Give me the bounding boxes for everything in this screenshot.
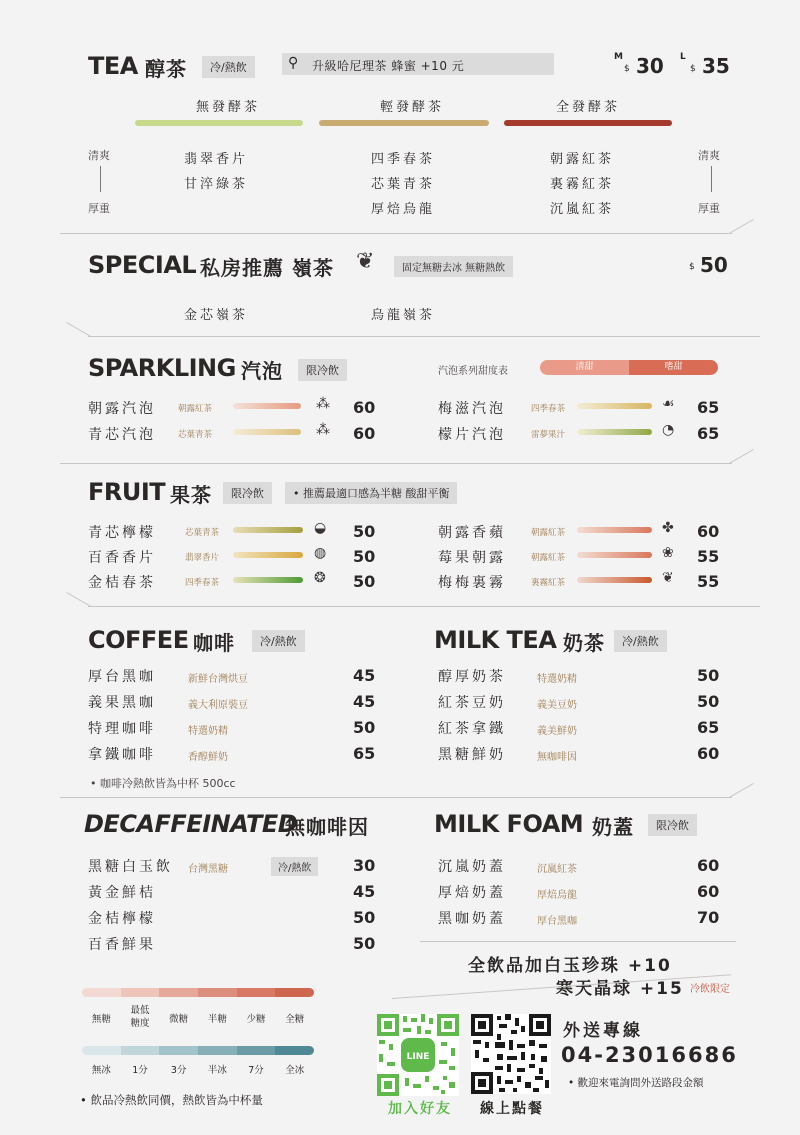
scale-line-left	[100, 166, 101, 192]
milktea-tag: 冷/熱飲	[614, 630, 667, 652]
delivery-note: • 歡迎來電詢問外送路段金額	[568, 1077, 704, 1089]
upgrade-text: 升級哈尼理茶 蜂蜜 +10 元	[312, 59, 465, 73]
menu-item-base: 翡翠香片	[185, 553, 220, 563]
sweetness-bar	[577, 527, 652, 533]
tea-item: 厚焙烏龍	[371, 202, 436, 217]
menu-item-price: 60	[697, 856, 720, 875]
menu-item-name: 青芯檸檬	[88, 525, 156, 541]
menu-item-base: 台灣黑糖	[188, 864, 228, 875]
divider	[60, 797, 732, 798]
coffee-title-zh: 咖啡	[193, 631, 235, 655]
menu-item-base: 義美鮮奶	[537, 726, 577, 737]
special-title-zh: 私房推薦 嶺茶	[200, 256, 334, 280]
heavy-label-right: 厚重	[698, 202, 720, 215]
menu-item-price: 65	[697, 424, 720, 443]
menu-item-name: 拿鐵咖啡	[88, 747, 156, 763]
menu-item-price: 65	[697, 398, 720, 417]
menu-item-price: 70	[697, 908, 720, 927]
ice-segment	[275, 1046, 314, 1055]
menu-item-base: 裏霧紅茶	[531, 578, 566, 588]
delivery-title: 外送專線	[563, 1021, 643, 1041]
menu-item-name: 金桔檸檬	[88, 911, 156, 927]
ice-level-label: 半冰	[207, 1065, 227, 1076]
tea-item: 芯葉青茶	[371, 177, 436, 192]
coffee-note: • 咖啡冷熱飲皆為中杯 500cc	[90, 777, 236, 790]
addon-divider	[420, 941, 736, 942]
sweetness-bar	[577, 403, 652, 409]
menu-item-base: 特選奶精	[537, 674, 577, 685]
tea-title-zh: 醇茶	[145, 57, 187, 81]
menu-item-base: 義大利原裝豆	[188, 700, 248, 711]
menu-item-price: 50	[353, 522, 376, 541]
scale-line-right	[711, 166, 712, 192]
sugar-level-label: 少糖	[246, 1014, 266, 1025]
tea-item: 沉嵐紅茶	[550, 202, 615, 217]
foam-tag: 限冷飲	[648, 814, 697, 836]
menu-item-name: 黑糖白玉飲	[88, 859, 173, 875]
sugar-segment	[121, 988, 160, 997]
sugar-segment	[237, 988, 276, 997]
menu-item-name: 紅茶豆奶	[438, 695, 506, 711]
tea-item: 甘淬綠茶	[184, 177, 249, 192]
sparkling-title-zh: 汽泡	[241, 359, 283, 383]
menu-item-name: 百香鮮果	[88, 937, 156, 953]
menu-item-name: 黃金鮮桔	[88, 885, 156, 901]
decaf-item-tag: 冷/熱飲	[271, 857, 318, 876]
special-item: 烏龍嶺茶	[371, 308, 436, 323]
size-m-label: M	[614, 52, 623, 62]
leaf-icon: ❦	[356, 249, 375, 274]
category-full-fermented: 全發酵茶	[555, 100, 620, 115]
menu-item-name: 厚台黑咖	[88, 669, 156, 685]
sugar-level-label: 最低 糖度	[130, 1005, 150, 1029]
sweetness-bar	[577, 577, 652, 583]
price-m: 30	[636, 54, 664, 78]
ice-segment	[159, 1046, 198, 1055]
ice-segment	[237, 1046, 276, 1055]
bubbles-icon: ⁂	[316, 396, 330, 412]
special-currency: $	[689, 262, 695, 272]
menu-item-base: 朝露紅茶	[531, 528, 566, 538]
menu-item-price: 45	[353, 692, 376, 711]
milktea-title-zh: 奶茶	[563, 631, 605, 655]
menu-item-name: 特理咖啡	[88, 721, 156, 737]
menu-item-price: 55	[697, 547, 720, 566]
ice-level-label: 7分	[248, 1065, 264, 1076]
ice-level-labels	[82, 1062, 314, 1076]
menu-item-base: 芯葉青茶	[178, 430, 213, 440]
category-bar-green	[135, 120, 303, 126]
menu-item-name: 朝露香蘋	[438, 525, 506, 541]
sparkling-tag: 限冷飲	[298, 359, 347, 381]
special-price: 50	[700, 253, 728, 277]
fruit-title-en: FRUIT	[88, 478, 166, 506]
sweetness-low: 清甜	[540, 360, 629, 375]
sweetness-bar	[233, 429, 301, 435]
price-m-currency: $	[624, 64, 630, 74]
milktea-title-en: MILK TEA	[434, 626, 557, 654]
divider	[88, 336, 760, 337]
menu-item-name: 金桔春茶	[88, 575, 156, 591]
price-l: 35	[702, 54, 730, 78]
lemon-icon: ◒	[314, 520, 327, 536]
sugar-level-labels	[82, 1004, 314, 1030]
menu-item-name: 紅茶拿鐵	[438, 721, 506, 737]
menu-item-name: 厚焙奶蓋	[438, 885, 506, 901]
menu-item-name: 莓果朝露	[438, 550, 506, 566]
menu-item-name: 沉嵐奶蓋	[438, 859, 506, 875]
menu-item-name: 醇厚奶茶	[438, 669, 506, 685]
ice-level-label: 1分	[132, 1065, 148, 1076]
ice-level-label: 無冰	[91, 1065, 111, 1076]
menu-item-price: 60	[353, 398, 376, 417]
menu-item-base: 厚焙烏龍	[537, 890, 577, 901]
sugar-segment	[159, 988, 198, 997]
berries-icon: ❀	[662, 545, 674, 561]
menu-item-price: 30	[353, 856, 376, 875]
menu-item-price: 50	[353, 908, 376, 927]
menu-item-base: 朝露紅茶	[531, 553, 566, 563]
addon-jelly: 寒天晶球 +15	[556, 979, 684, 999]
addon-pearls: 全飲品加白玉珍珠 +10	[468, 956, 672, 976]
plum-icon: ❦	[662, 570, 674, 586]
menu-item-name: 黑咖奶蓋	[438, 911, 506, 927]
menu-item-name: 檬片汽泡	[438, 427, 506, 443]
passionfruit-icon: ◍	[314, 545, 327, 561]
menu-item-price: 45	[353, 882, 376, 901]
menu-item-price: 60	[697, 882, 720, 901]
sweetness-scale-bar	[540, 360, 718, 375]
sweetness-bar	[233, 577, 303, 583]
divider	[60, 463, 732, 464]
tea-title-en: TEA	[88, 52, 138, 80]
menu-item-base: 朝露紅茶	[178, 404, 213, 414]
special-tag: 固定無糖去冰 無糖熱飲	[394, 256, 513, 277]
sweetness-bar	[233, 403, 301, 409]
addon-cold-only: 冷飲限定	[690, 984, 730, 995]
ice-segment	[198, 1046, 237, 1055]
category-bar-red	[504, 120, 672, 126]
line-qr-code[interactable]	[377, 1014, 459, 1096]
menu-item-price: 50	[353, 572, 376, 591]
sweetness-bar	[233, 552, 303, 558]
menu-item-base: 芯葉青茶	[185, 528, 220, 538]
menu-item-base: 無咖啡因	[537, 752, 577, 763]
special-title-en: SPECIAL	[88, 251, 197, 279]
tea-item: 朝露紅茶	[550, 152, 615, 167]
order-qr-code[interactable]	[471, 1014, 551, 1094]
menu-item-base: 雷夢果汁	[531, 430, 566, 440]
menu-item-base: 沉嵐紅茶	[537, 864, 577, 875]
ice-segment	[82, 1046, 121, 1055]
menu-item-name: 黑糖鮮奶	[438, 747, 506, 763]
menu-item-base: 新鮮台灣烘豆	[188, 674, 248, 685]
menu-item-price: 45	[353, 666, 376, 685]
sugar-segment	[275, 988, 314, 997]
ice-level-label: 全冰	[285, 1065, 305, 1076]
sugar-segment	[82, 988, 121, 997]
plum-icon: ☙	[662, 396, 675, 412]
price-l-currency: $	[690, 64, 696, 74]
lemon-slice-icon: ◔	[662, 422, 675, 438]
sugar-level-label: 全糖	[285, 1014, 305, 1025]
special-item: 金芯嶺茶	[184, 308, 249, 323]
divider	[88, 606, 760, 607]
sugar-level-bar	[82, 988, 314, 997]
heavy-label-left: 厚重	[88, 202, 110, 215]
ice-segment	[121, 1046, 160, 1055]
add-friend-label: 加入好友	[388, 1101, 452, 1117]
sugar-level-label: 微糖	[169, 1014, 189, 1025]
apple-icon: ✤	[662, 520, 674, 536]
menu-item-price: 55	[697, 572, 720, 591]
menu-item-price: 50	[353, 718, 376, 737]
fruit-title-zh: 果茶	[170, 483, 212, 507]
menu-item-base: 四季春茶	[531, 404, 566, 414]
line-logo-text: LINE	[406, 1052, 430, 1062]
honey-dipper-icon: ⚲	[288, 55, 299, 71]
sweetness-high: 嗜甜	[629, 360, 718, 375]
menu-item-price: 50	[353, 934, 376, 953]
sweetness-bar	[577, 552, 652, 558]
ice-level-bar	[82, 1046, 314, 1055]
ice-level-label: 3分	[170, 1065, 187, 1076]
delivery-phone[interactable]: 04-23016686	[561, 1043, 738, 1067]
menu-item-price: 50	[697, 666, 720, 685]
menu-item-price: 65	[353, 744, 376, 763]
foam-title-en: MILK FOAM	[434, 810, 584, 838]
light-label-left: 清爽	[88, 149, 110, 162]
decaf-title-en: DECAFFEINATED	[84, 810, 298, 838]
fruit-note: • 推薦最適口感為半糖 酸甜平衡	[285, 482, 457, 504]
divider	[60, 233, 732, 234]
menu-item-name: 梅梅裏霧	[438, 575, 506, 591]
menu-item-base: 特選奶精	[188, 726, 228, 737]
fruit-tag: 限冷飲	[223, 482, 272, 504]
menu-item-base: 厚台黑咖	[537, 916, 577, 927]
menu-item-base: 四季春茶	[185, 578, 220, 588]
menu-item-name: 梅滋汽泡	[438, 401, 506, 417]
sweetness-scale-label: 汽泡系列甜度表	[438, 366, 508, 377]
menu-item-price: 60	[697, 522, 720, 541]
tea-tag: 冷/熱飲	[202, 56, 255, 78]
sugar-level-label: 半糖	[207, 1014, 227, 1025]
upgrade-banner	[282, 53, 554, 75]
kumquat-icon: ❂	[314, 570, 326, 586]
menu-item-price: 60	[697, 744, 720, 763]
menu-item-name: 百香香片	[88, 550, 156, 566]
menu-item-name: 朝露汽泡	[88, 401, 156, 417]
sweetness-bar	[577, 429, 652, 435]
coffee-tag: 冷/熱飲	[252, 630, 305, 652]
menu-item-base: 香醇鮮奶	[188, 752, 228, 763]
sugar-level-label: 無糖	[91, 1014, 111, 1025]
bubbles-icon: ⁂	[316, 422, 330, 438]
online-order-label: 線上點餐	[480, 1101, 544, 1117]
coffee-title-en: COFFEE	[88, 626, 189, 654]
menu-item-name: 義果黑咖	[88, 695, 156, 711]
foam-title-zh: 奶蓋	[592, 815, 634, 839]
menu-item-price: 60	[353, 424, 376, 443]
sweetness-bar	[233, 527, 303, 533]
category-light-fermented: 輕發酵茶	[379, 100, 444, 115]
light-label-right: 清爽	[698, 149, 720, 162]
sparkling-title-en: SPARKLING	[88, 354, 236, 382]
decaf-title-zh: 無咖啡因	[285, 815, 369, 839]
sugar-segment	[198, 988, 237, 997]
menu-item-base: 義美豆奶	[537, 700, 577, 711]
menu-item-price: 65	[697, 718, 720, 737]
category-bar-tan	[319, 120, 489, 126]
tea-item: 翡翠香片	[184, 152, 249, 167]
menu-item-name: 青芯汽泡	[88, 427, 156, 443]
menu-item-price: 50	[697, 692, 720, 711]
tea-item: 裏霧紅茶	[550, 177, 615, 192]
tea-item: 四季春茶	[371, 152, 436, 167]
menu-item-price: 50	[353, 547, 376, 566]
footer-note: • 飲品冷熱飲同價，熱飲皆為中杯量	[80, 1093, 263, 1107]
size-l-label: L	[680, 52, 686, 62]
category-unfermented: 無發酵茶	[195, 100, 260, 115]
